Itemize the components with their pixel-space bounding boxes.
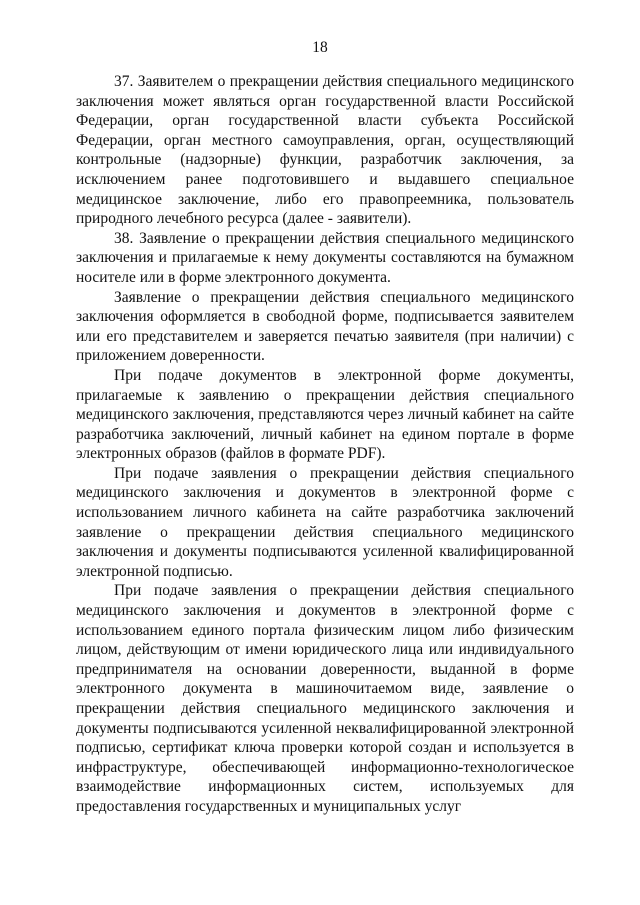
paragraph-38: 38. Заявление о прекращении действия специального медицинского заключения и прилагаемые к нему документы составляются на бумажном носителе или в форме электронного документа. — [76, 229, 574, 286]
paragraph-37: 37. Заявителем о прекращении действия специального медицинского заключения может являться орган государственной власти Российской Федерации, орган государственной власти субъекта Российской Федерации, орган местного самоуправления, орган, осуществляющий контрольные (надзорные) функции, разработчик заключения, за исключением ранее подготовившего и выдавшего специальное медицинское заключение, либо его правопреемника, пользователь природного лечебного ресурса (далее - заявители). — [76, 73, 574, 228]
paragraph-unified-portal-signature: При подаче заявления о прекращении действия специального медицинского заключения и документов в электронной форме с использованием единого портала физическим лицом либо физическим лицом, действующим от имени юридического лица или индивидуального предпринимателя на основании доверенности, выданной в форме электронного документа в машиночитаемом виде, заявление о прекращении действия специального медицинского заключения и документы подписываются усиленной неквалифицированной электронной подписью, сертификат ключа проверки которой создан и используется в инфраструктуре, обеспечивающей информационно-технологическое взаимодействие информационных систем, используемых для предоставления государственных и муниципальных услуг — [76, 582, 574, 815]
paragraph-electronic-documents: При подаче документов в электронной форме документы, прилагаемые к заявлению о прекращении действия специального медицинского заключения, представляются через личный кабинет на сайте разработчика заключений, личный кабинет на едином портале в форме электронных образов (файлов в формате PDF). — [76, 366, 574, 463]
document-body — [76, 72, 574, 817]
page-number: 18 — [312, 39, 328, 56]
paragraph-developer-cabinet-signature: При подаче заявления о прекращении действия специального медицинского заключения и документов в электронной форме с использованием личного кабинета на сайте разработчика заключений заявление о прекращении действия специального медицинского заключения и документы подписываются усиленной квалифицированной электронной подписью. — [76, 464, 574, 580]
paragraph-application-form: Заявление о прекращении действия специального медицинского заключения оформляется в свободной форме, подписывается заявителем или его представителем и заверяется печатью заявителя (при наличии) с приложением доверенности. — [76, 288, 574, 365]
